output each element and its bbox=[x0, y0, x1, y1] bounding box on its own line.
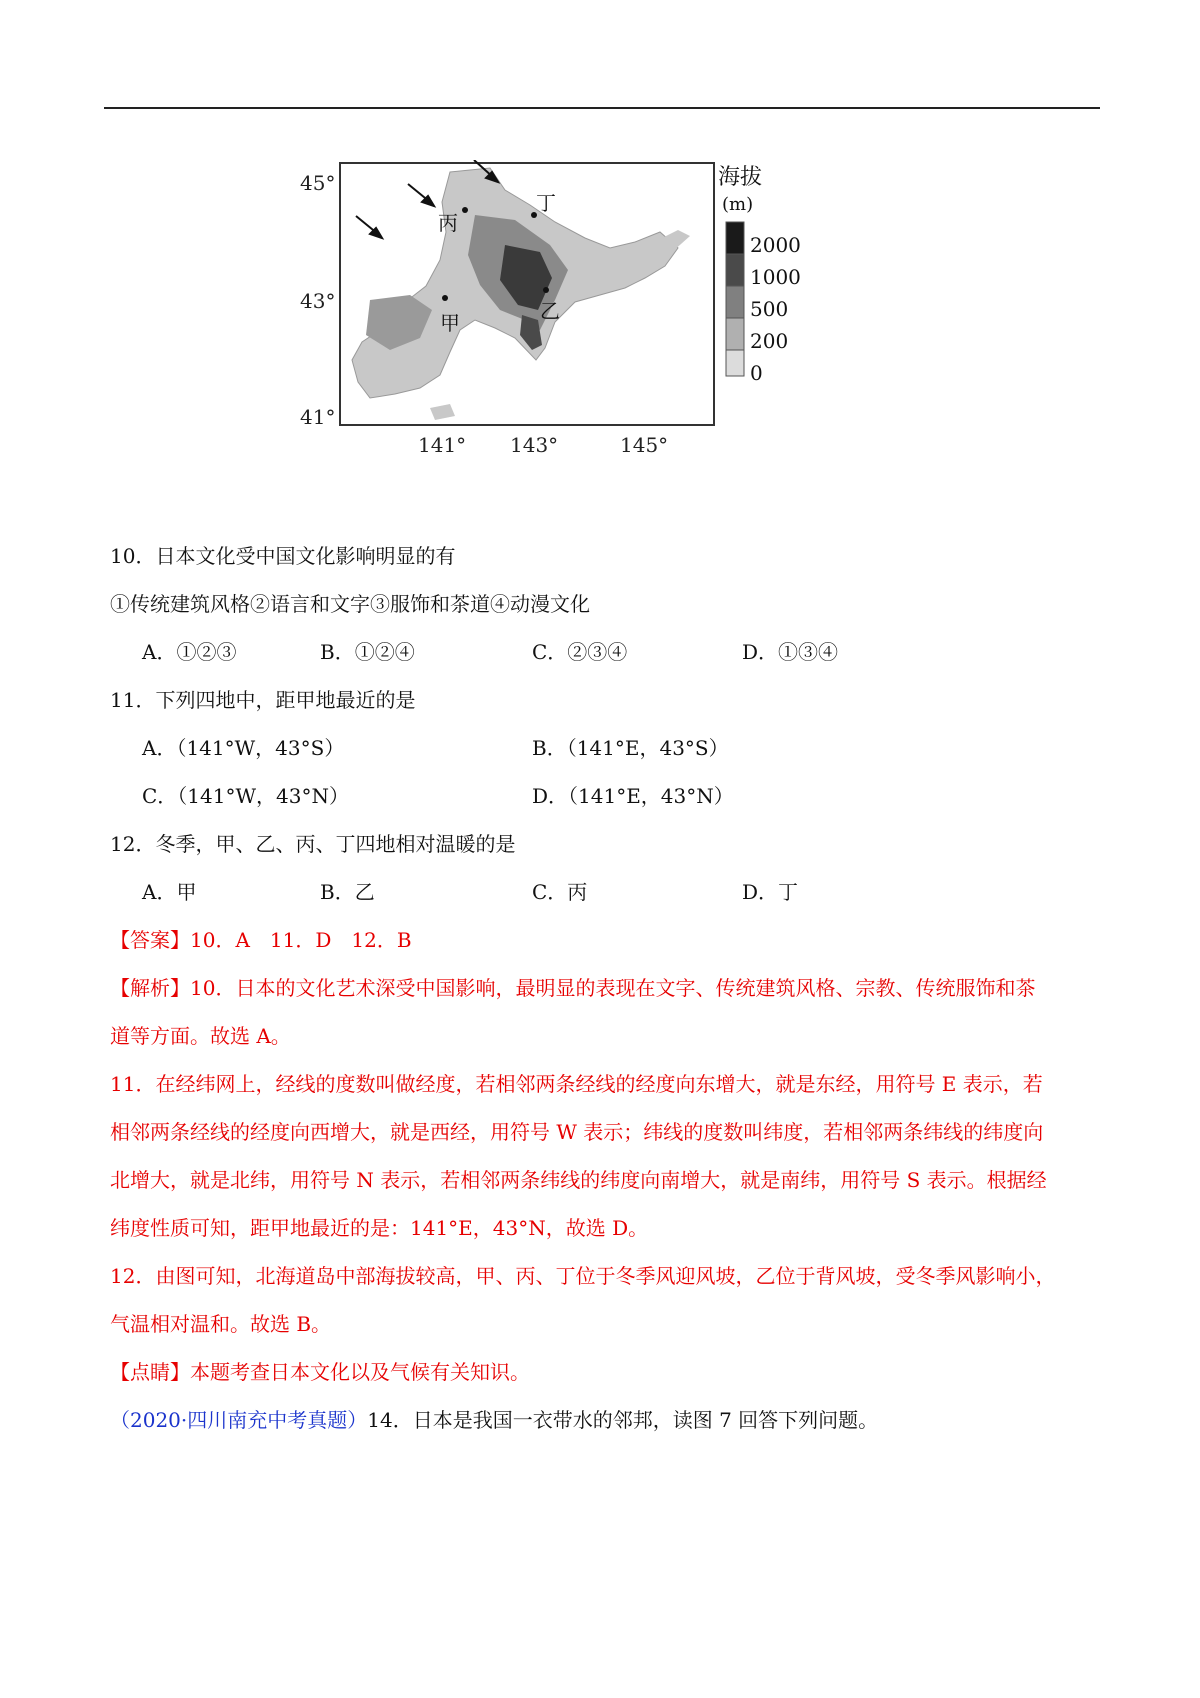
hokkaido-elevation-map bbox=[300, 160, 880, 510]
legend-value-2000: 2000 bbox=[750, 233, 801, 257]
analysis-line-8: 气温相对温和。故选 B。 bbox=[110, 1312, 332, 1336]
analysis-line-1 bbox=[110, 974, 1035, 1002]
legend-value-0: 0 bbox=[750, 361, 763, 385]
legend-value-500: 500 bbox=[750, 297, 789, 321]
place-label-jia: 甲 bbox=[440, 311, 460, 335]
comment-text: 本题考查日本文化以及气候有关知识。 bbox=[190, 1360, 530, 1384]
legend-value-1000: 1000 bbox=[750, 265, 801, 289]
q10-option-b: B．①②④ bbox=[320, 640, 415, 664]
q11-option-a: A．（141°W，43°S） bbox=[142, 736, 345, 760]
analysis-line-3: 11．在经纬网上，经线的度数叫做经度，若相邻两条经线的经度向东增大，就是东经，用符号 E 表示，若 bbox=[110, 1072, 1043, 1096]
analysis-line-4: 相邻两条经线的经度向西增大，就是西经，用符号 W 表示；纬线的度数叫纬度，若相邻两条纬线的纬度向 bbox=[110, 1120, 1044, 1144]
q12-option-b: B．乙 bbox=[320, 880, 375, 904]
analysis-line-7: 12．由图可知，北海道岛中部海拔较高，甲、丙、丁位于冬季风迎风坡，乙位于背风坡，受冬季风影响小， bbox=[110, 1264, 1056, 1288]
q10-option-d: D．①③④ bbox=[742, 640, 839, 664]
lon-label-143: 143° bbox=[510, 433, 559, 457]
legend-unit: (m) bbox=[722, 194, 754, 215]
lat-label-45: 45° bbox=[300, 171, 336, 195]
analysis-line-2: 道等方面。故选 A。 bbox=[110, 1024, 291, 1048]
q11-option-c: C．（141°W，43°N） bbox=[142, 784, 349, 808]
source-tag: （2020·四川南充中考真题） bbox=[110, 1408, 368, 1432]
analysis-line-6: 纬度性质可知，距甲地最近的是：141°E，43°N，故选 D。 bbox=[110, 1216, 649, 1240]
place-label-bing: 丙 bbox=[438, 211, 458, 235]
header-rule bbox=[104, 107, 1100, 109]
q11-stem: 11．下列四地中，距甲地最近的是 bbox=[110, 688, 416, 712]
lat-label-41: 41° bbox=[300, 405, 336, 429]
legend-bar bbox=[726, 222, 744, 376]
legend-value-200: 200 bbox=[750, 329, 789, 353]
comment-tag: 【点睛】 bbox=[110, 1360, 190, 1384]
next-question-text: 14．日本是我国一衣带水的邻邦，读图 7 回答下列问题。 bbox=[367, 1408, 879, 1432]
q10-option-a: A．①②③ bbox=[142, 640, 237, 664]
legend-title: 海拔 bbox=[718, 165, 763, 190]
lon-label-141: 141° bbox=[418, 433, 467, 457]
comment-line bbox=[110, 1358, 530, 1386]
q12-option-a: A．甲 bbox=[142, 880, 197, 904]
q12-stem: 12．冬季，甲、乙、丙、丁四地相对温暖的是 bbox=[110, 832, 516, 856]
q11-option-d: D．（141°E，43°N） bbox=[532, 784, 734, 808]
answer-line bbox=[110, 926, 412, 954]
next-question-line bbox=[110, 1406, 878, 1434]
lon-label-145: 145° bbox=[620, 433, 669, 457]
q10-items: ①传统建筑风格②语言和文字③服饰和茶道④动漫文化 bbox=[110, 592, 590, 616]
answer-text: 10．A 11．D 12．B bbox=[190, 928, 412, 952]
lat-label-43: 43° bbox=[300, 289, 336, 313]
q12-option-d: D．丁 bbox=[742, 880, 799, 904]
q12-option-c: C．丙 bbox=[532, 880, 588, 904]
analysis-line-5: 北增大，就是北纬，用符号 N 表示，若相邻两条纬线的纬度向南增大，就是南纬，用符号 S 表示。根据经 bbox=[110, 1168, 1047, 1192]
answer-tag: 【答案】 bbox=[110, 928, 190, 952]
place-label-yi: 乙 bbox=[540, 299, 560, 323]
q10-stem: 10．日本文化受中国文化影响明显的有 bbox=[110, 544, 456, 568]
analysis-tag: 【解析】 bbox=[110, 976, 190, 1000]
analysis-text-1: 10．日本的文化艺术深受中国影响，最明显的表现在文字、传统建筑风格、宗教、传统服饰和茶 bbox=[190, 976, 1036, 1000]
q10-option-c: C．②③④ bbox=[532, 640, 628, 664]
place-label-ding: 丁 bbox=[536, 191, 556, 215]
q11-option-b: B．（141°E，43°S） bbox=[532, 736, 729, 760]
